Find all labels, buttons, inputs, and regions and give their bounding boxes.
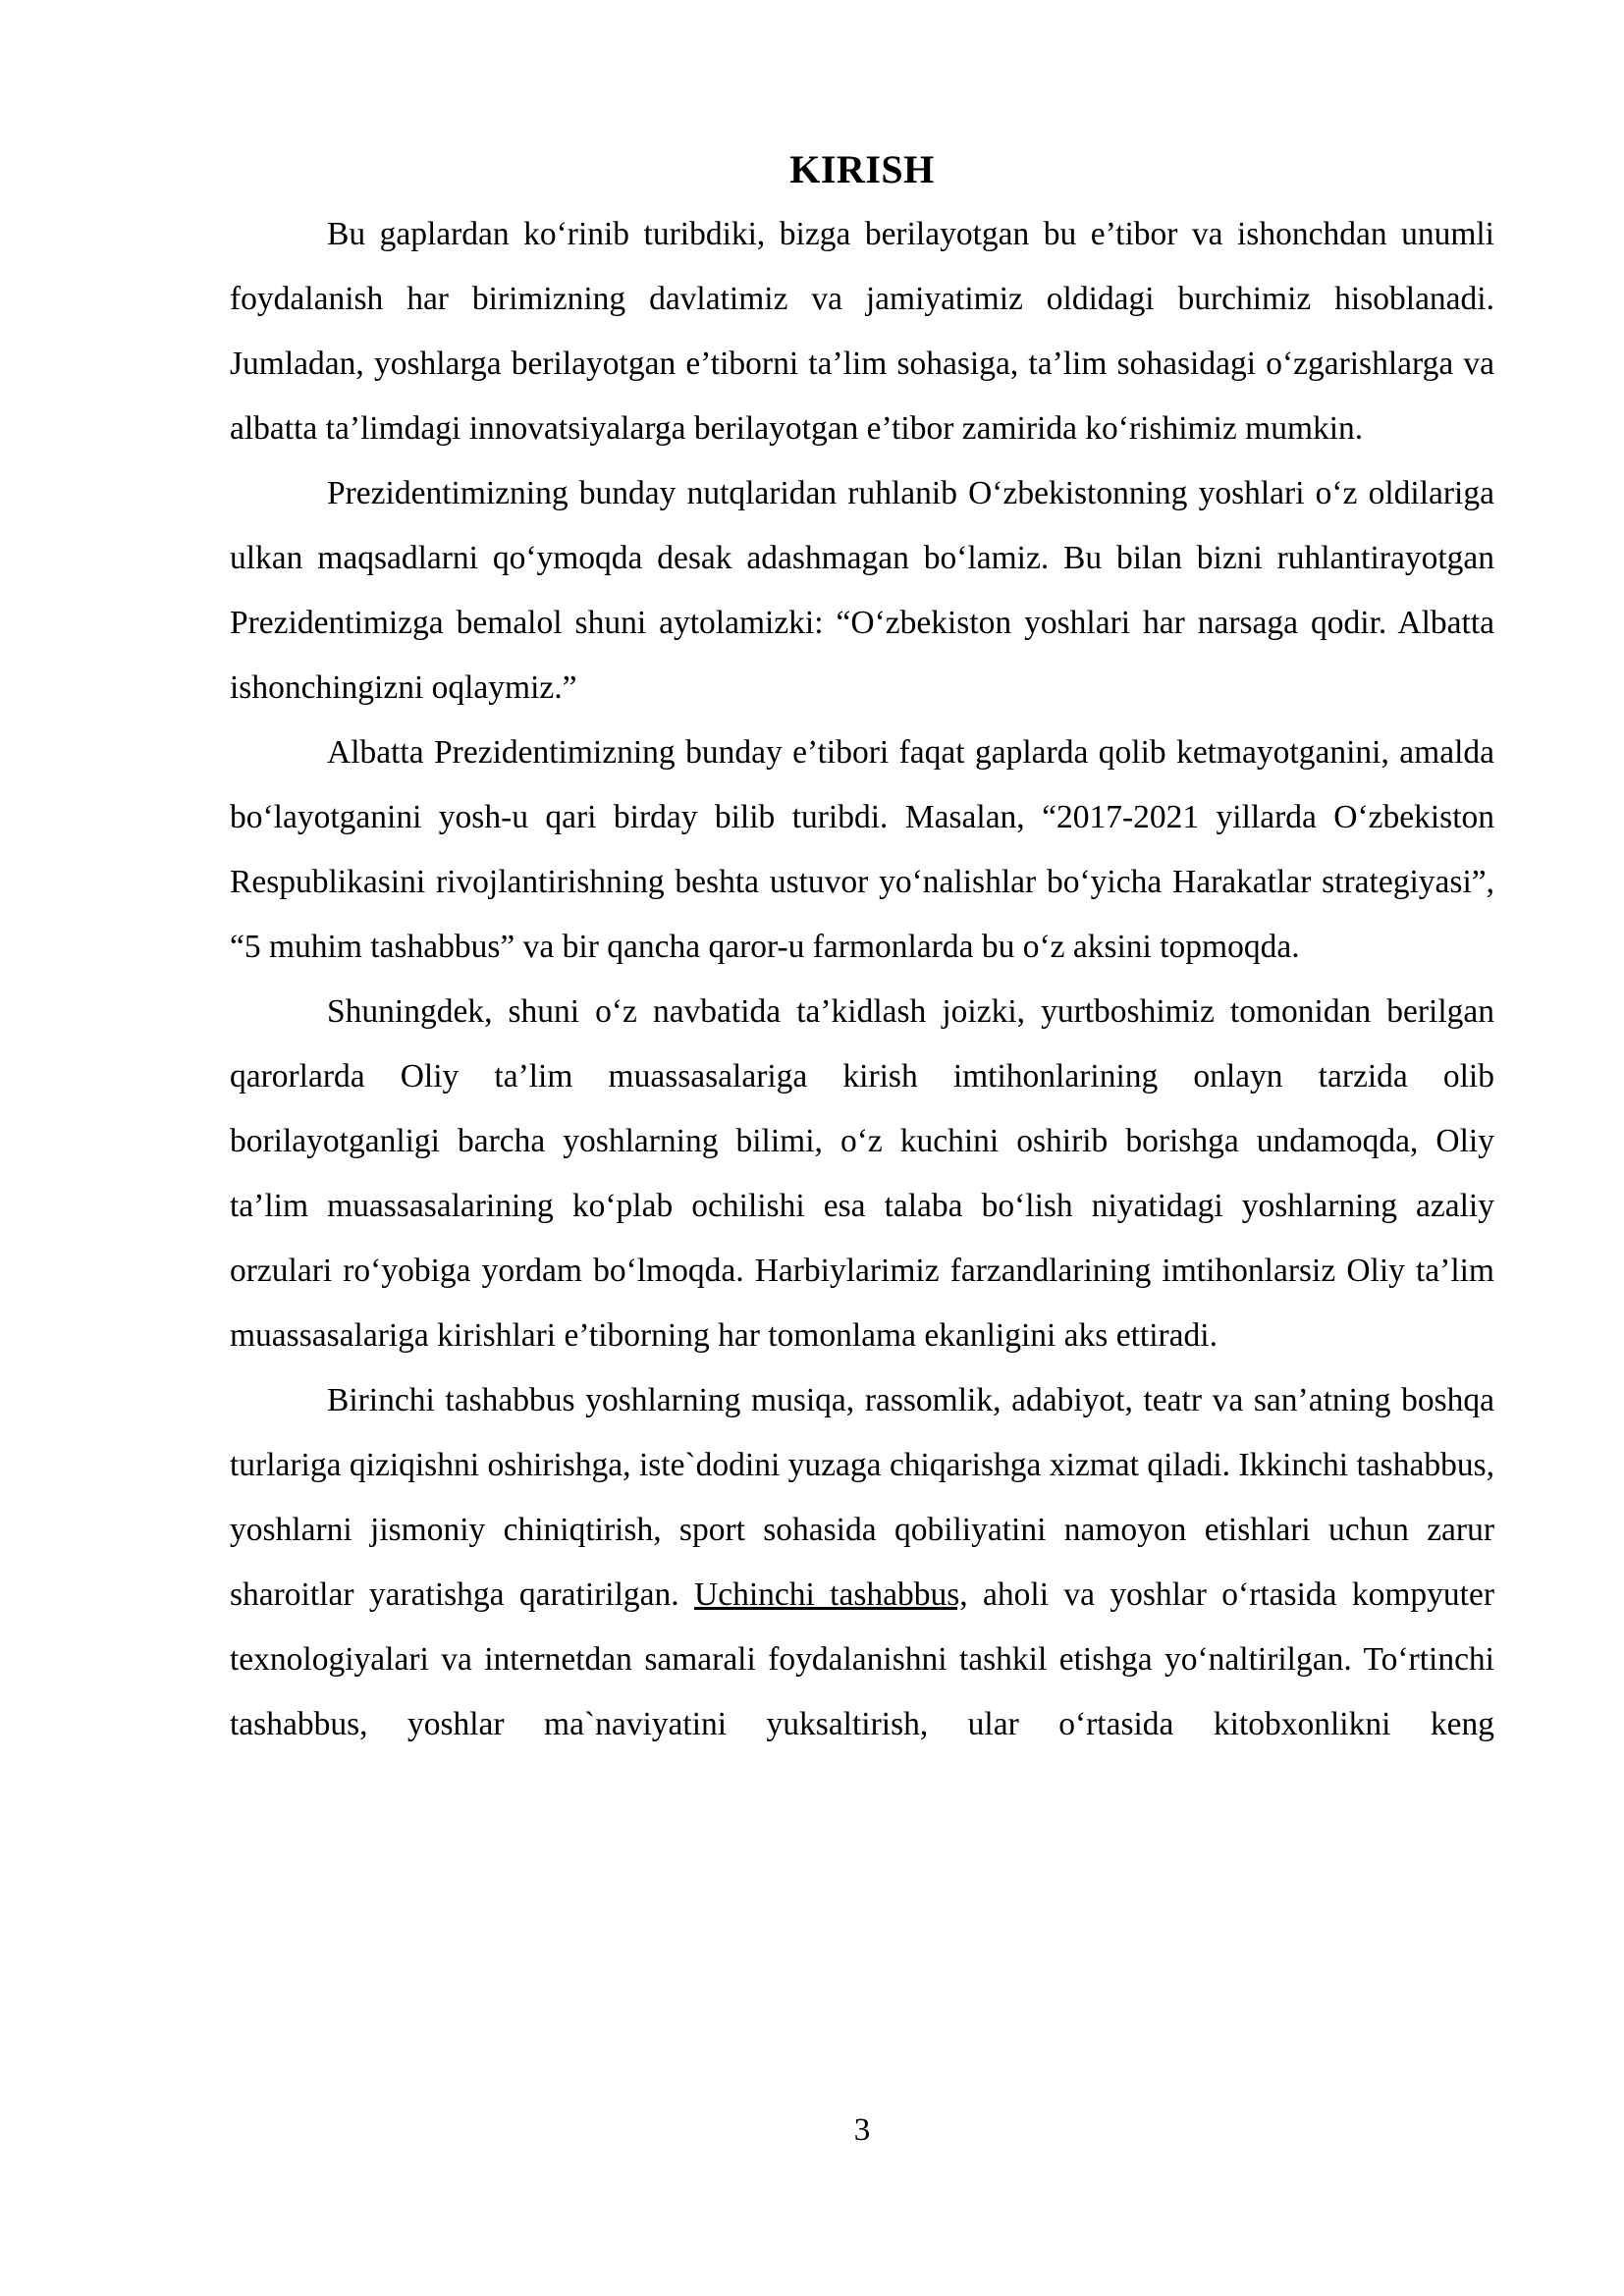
text-segment: Birinchi tashabbus yoshlarning musiqa, rassomlik, adabiyot, teatr va san’atning boshqa turlariga qiziqishni oshirishga, iste`dodini yuzaga chiqarishga xizmat qiladi. Ikkinchi tashabbus, yoshlarni jismoniy chiniqtirish, sport sohasida qobiliyatini namoyon etishlari uchun zarur sharoitlar yaratishga qaratirilgan. <box>230 1382 1494 1613</box>
text-segment: Prezidentimizning bunday nutqlaridan ruhlanib O‘zbekistonning yoshlari o‘z oldilariga ulkan maqsadlarni qo‘ymoqda desak adashmagan bo‘lamiz. Bu bilan bizni ruhlantirayotgan Prezidentimizga bemalol shuni aytolamizki: “O‘zbekiston yoshlari har narsaga qodir. Albatta ishonchingizni oqlaymiz.” <box>230 475 1494 706</box>
text-segment: Albatta Prezidentimizning bunday e’tibori faqat gaplarda qolib ketmayotganini, amalda bo‘layotganini yosh-u qari birday bilib turibdi. Masalan, “2017-2021 yillarda O‘zbekiston Respublikasini rivojlantirishning beshta ustuvor yo‘nalishlar bo‘yicha Harakatlar strategiyasi”, “5 muhim tashabbus” va bir qancha qaror-u farmonlarda bu o‘z aksini topmoqda. <box>230 734 1494 965</box>
text-segment: shuni o‘z navbatida ta’kidlash joizki, yurtboshimiz tomonidan berilgan qarorlarda Oliy ta’lim muassasalariga kirish imtihonlarining onlayn tarzida olib borilayotganligi barcha yoshlarning bilimi, o‘z kuchini oshirib borishga undamoqda, Oliy ta’lim muassasalarining ko‘plab ochilishi esa talaba bo‘lish niyatidagi yoshlarning azaliy orzulari ro‘yobiga yordam bo‘lmoqda. Harbiylarimiz farzandlarining imtihonlarsiz Oliy ta’lim muassasalariga kirishlari e’tiborning har tomonlama ekanligini aks ettiradi. <box>230 993 1494 1354</box>
text-segment: aholi va yoshlar o‘rtasida kompyuter texnologiyalari va internetdan samarali foydalanishni tashkil etishga yo‘naltirilgan. To‘rtinchi tashabbus, yoshlar ma`naviyatini yuksaltirish, ular o‘rtasida kitobxonlikni keng <box>230 1576 1495 1742</box>
paragraph <box>230 202 1494 461</box>
document-body <box>230 202 1494 1757</box>
paragraph <box>230 721 1494 980</box>
paragraph <box>230 980 1494 1368</box>
underlined-text: , <box>484 993 493 1030</box>
paragraph <box>230 1368 1494 1757</box>
paragraph <box>230 461 1494 721</box>
text-segment: Bu gaplardan ko‘rinib turibdiki, bizga berilayotgan bu e’tibor va ishonchdan unumli foydalanish har birimizning davlatimiz va jamiyatimiz oldidagi burchimiz hisoblanadi. Jumladan, yoshlarga berilayotgan e’tiborni ta’lim sohasiga, ta’lim sohasidagi o‘zgarishlarga va albatta ta’limdagi innovatsiyalarga berilayotgan e’tibor zamirida ko‘rishimiz mumkin. <box>230 216 1494 447</box>
underlined-text: Uchinchi tashabbus, <box>694 1576 968 1613</box>
page-number: 3 <box>853 2112 871 2148</box>
page-title: KIRISH <box>789 147 935 191</box>
text-segment: Shuningdek <box>327 993 485 1030</box>
